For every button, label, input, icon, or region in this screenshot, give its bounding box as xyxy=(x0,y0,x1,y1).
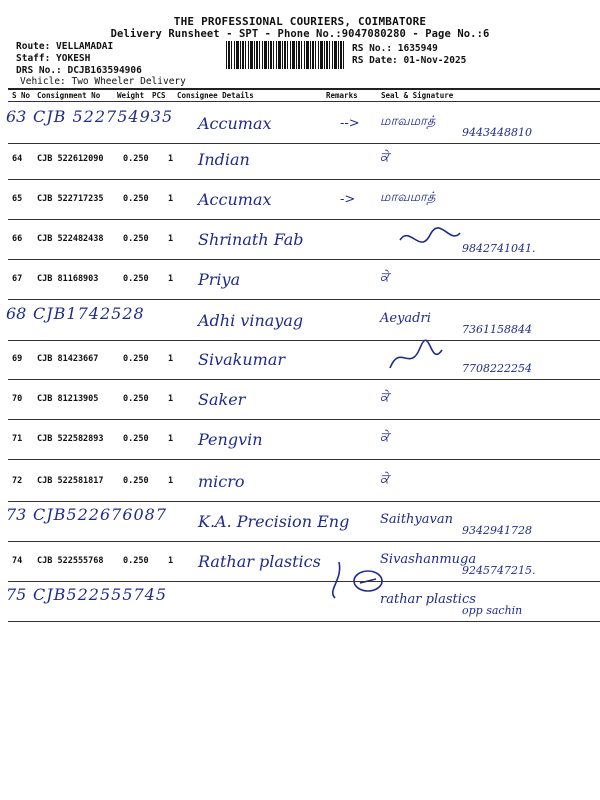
barcode xyxy=(226,41,346,69)
vehicle-label: Vehicle: Two Wheeler Delivery xyxy=(20,76,186,87)
row-phone: 9842741041. xyxy=(462,242,536,255)
row-consignment: CJB 522582893 xyxy=(37,434,104,444)
row-divider xyxy=(8,459,600,460)
row-divider xyxy=(8,340,600,341)
row-seal: மாவமாத் xyxy=(380,190,436,205)
row-divider xyxy=(8,379,600,380)
row-pcs: 1 xyxy=(168,434,174,444)
row-consignee: Sivakumar xyxy=(198,350,286,369)
row-consignee: Adhi vinayag xyxy=(198,311,304,330)
route-label: Route: VELLAMADAI xyxy=(16,41,114,52)
row-seal: ਕੇ xyxy=(380,472,389,487)
row-sno: 74 xyxy=(12,556,23,566)
row-weight: 0.250 xyxy=(123,354,149,364)
row-remarks: --> xyxy=(340,116,360,131)
header-bottom-rule xyxy=(8,101,600,102)
row-phone: 7708222254 xyxy=(462,362,532,375)
staff-label: Staff: YOKESH xyxy=(16,53,91,64)
row-divider xyxy=(8,299,600,300)
row-seal: Aeyadri xyxy=(380,311,431,326)
row-consignee: Priya xyxy=(198,270,241,289)
row-consignment: CJB 522555768 xyxy=(37,556,104,566)
row-consignee: Pengvin xyxy=(198,430,263,449)
rs-number: RS No.: 1635949 xyxy=(352,43,438,54)
row-phone: opp sachin xyxy=(462,604,523,617)
signature-scribble xyxy=(380,338,450,376)
row-consignee: Saker xyxy=(198,390,246,409)
row-consignment: CJB 522717235 xyxy=(37,194,104,204)
row-divider xyxy=(8,501,600,502)
row-pcs: 1 xyxy=(168,556,174,566)
col-seal: Seal & Signature xyxy=(381,91,454,100)
row-consignee: Accumax xyxy=(198,190,272,209)
col-remarks: Remarks xyxy=(326,91,358,100)
row-weight: 0.250 xyxy=(123,556,149,566)
row-seal: Saithyavan xyxy=(380,512,453,527)
rs-date: RS Date: 01-Nov-2025 xyxy=(352,55,467,66)
row-seal: Sivashanmuga xyxy=(380,552,477,567)
col-sno: S No xyxy=(12,91,31,100)
row-phone: 7361158844 xyxy=(462,323,532,336)
col-consignee: Consignee Details xyxy=(177,91,254,100)
row-weight: 0.250 xyxy=(123,154,149,164)
row-weight: 0.250 xyxy=(123,274,149,284)
row-seal: rathar plastics xyxy=(380,592,476,607)
row-weight: 0.250 xyxy=(123,194,149,204)
row-consignment: CJB 81168903 xyxy=(37,274,99,284)
signature-scribble xyxy=(348,565,388,597)
row-pcs: 1 xyxy=(168,274,174,284)
row-pcs: 1 xyxy=(168,394,174,404)
row-sno: 69 xyxy=(12,354,23,364)
row-seal: ਕੇ xyxy=(380,430,389,445)
row-sno: 71 xyxy=(12,434,23,444)
row-divider xyxy=(8,541,600,542)
row-consignment-handwritten: CJB 522754935 xyxy=(33,107,174,126)
row-consignment-handwritten: CJB522676087 xyxy=(33,505,168,524)
row-seal: ਕੇ xyxy=(380,390,389,405)
row-divider xyxy=(8,419,600,420)
row-pcs: 1 xyxy=(168,234,174,244)
row-consignee: micro xyxy=(198,472,245,491)
row-pcs: 1 xyxy=(168,194,174,204)
row-consignment: CJB 522581817 xyxy=(37,476,104,486)
row-sno-handwritten: 68 xyxy=(6,304,27,323)
signature-scribble xyxy=(325,560,345,600)
row-consignment: CJB 81213905 xyxy=(37,394,99,404)
runsheet-subtitle: Delivery Runsheet - SPT - Phone No.:9047080280 - Page No.:6 xyxy=(110,28,490,40)
row-phone: 9342941728 xyxy=(462,524,532,537)
row-divider xyxy=(8,621,600,622)
row-consignment-handwritten: CJB1742528 xyxy=(33,304,145,323)
row-seal: ਕੇ xyxy=(380,150,389,165)
row-consignment: CJB 522482438 xyxy=(37,234,104,244)
row-sno: 70 xyxy=(12,394,23,404)
row-divider xyxy=(8,219,600,220)
row-consignee: Accumax xyxy=(198,114,272,133)
row-consignee: Shrinath Fab xyxy=(198,230,304,249)
row-sno: 64 xyxy=(12,154,23,164)
row-sno: 67 xyxy=(12,274,23,284)
row-consignee: Indian xyxy=(198,150,250,169)
row-consignment-handwritten: CJB522555745 xyxy=(33,585,168,604)
row-sno-handwritten: 73 xyxy=(6,505,27,524)
row-sno: 65 xyxy=(12,194,23,204)
row-divider xyxy=(8,179,600,180)
row-consignee: K.A. Precision Eng xyxy=(198,512,350,531)
row-divider xyxy=(8,143,600,144)
company-title: THE PROFESSIONAL COURIERS, COIMBATORE xyxy=(173,15,427,28)
row-consignee: Rathar plastics xyxy=(198,552,321,571)
row-weight: 0.250 xyxy=(123,394,149,404)
header-top-rule xyxy=(8,88,600,90)
row-pcs: 1 xyxy=(168,354,174,364)
row-seal: ਕੇ xyxy=(380,270,389,285)
col-consignment: Consignment No xyxy=(37,91,101,100)
col-weight: Weight xyxy=(117,91,145,100)
row-phone: 9443448810 xyxy=(462,126,532,139)
col-pcs: PCS xyxy=(152,91,166,100)
signature-scribble xyxy=(395,225,465,255)
row-seal: மாவமாத் xyxy=(380,114,436,129)
row-consignment: CJB 81423667 xyxy=(37,354,99,364)
row-weight: 0.250 xyxy=(123,434,149,444)
row-pcs: 1 xyxy=(168,476,174,486)
drs-number: DRS No.: DCJB163594906 xyxy=(16,65,142,76)
row-sno-handwritten: 75 xyxy=(6,585,27,604)
row-weight: 0.250 xyxy=(123,476,149,486)
row-sno-handwritten: 63 xyxy=(6,107,27,126)
row-remarks: -> xyxy=(340,192,356,207)
row-divider xyxy=(8,259,600,260)
row-phone: 9245747215. xyxy=(462,564,536,577)
row-divider xyxy=(8,581,600,582)
row-pcs: 1 xyxy=(168,154,174,164)
row-weight: 0.250 xyxy=(123,234,149,244)
row-consignment: CJB 522612090 xyxy=(37,154,104,164)
row-sno: 72 xyxy=(12,476,23,486)
row-sno: 66 xyxy=(12,234,23,244)
